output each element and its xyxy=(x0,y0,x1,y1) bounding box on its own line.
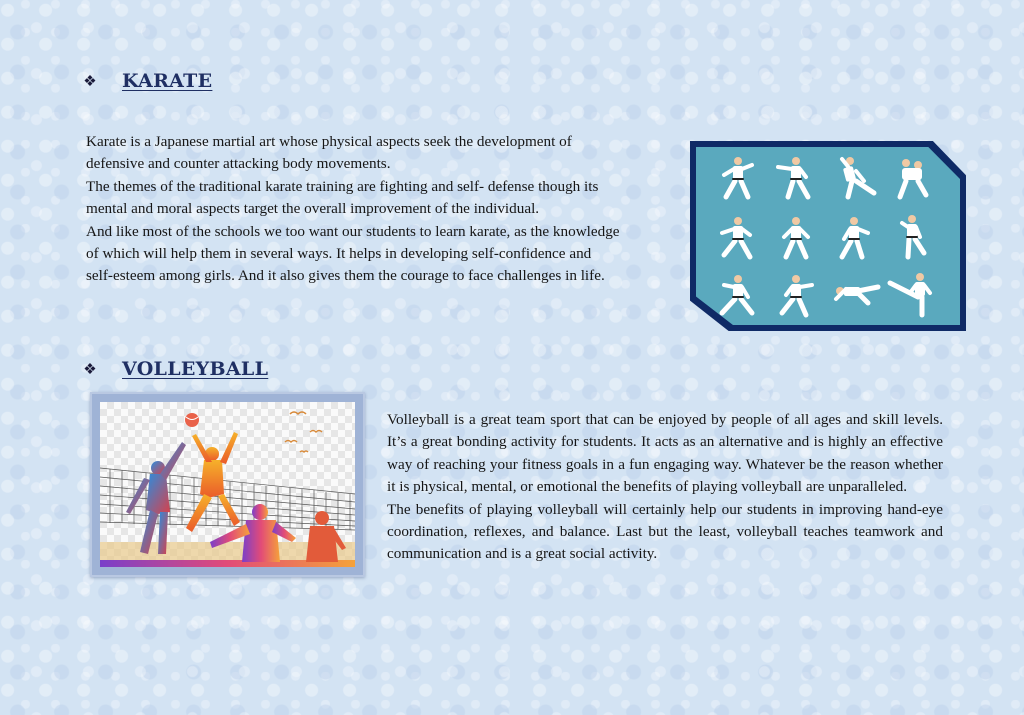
karate-image xyxy=(696,147,960,325)
karate-line: self-esteem among girls. And it also gives them the courage to face challenges in life. xyxy=(86,267,605,285)
volleyball-title: VOLLEYBALL xyxy=(122,358,269,380)
karate-figure xyxy=(784,217,808,257)
karate-figure xyxy=(782,275,812,315)
karate-description xyxy=(86,131,686,288)
karate-line: And like most of the schools we too want our students to learn karate, as the knowledge xyxy=(86,222,620,240)
volleyball-description xyxy=(387,409,943,566)
karate-figure xyxy=(722,217,750,257)
karate-image-frame xyxy=(690,141,966,331)
karate-figure xyxy=(724,157,752,197)
volleyball-image xyxy=(100,402,355,567)
karate-figure xyxy=(836,287,878,303)
karate-line: of which will help them in several ways. It helps in developing self-confidence and xyxy=(86,245,592,263)
karate-figures-illustration xyxy=(696,147,960,325)
karate-figure xyxy=(842,157,874,197)
karate-figure xyxy=(900,159,926,197)
karate-figure xyxy=(722,275,752,313)
player-figure xyxy=(126,442,186,554)
volleyball-image-frame xyxy=(90,392,365,577)
volleyball-paragraph: Volleyball is a great team sport that can be enjoyed by people of all ages and skill levels. It’s a great bonding activity for students. It acts as an alternative and is highly an effective way of reaching your fitness goals in a fun engaging way. Whatever be the reason whether it is physical, mental, or emotional the benefits of playing volleyball are unparalleled. xyxy=(387,411,943,496)
diamond-bullet-icon: ❖ xyxy=(83,73,97,90)
karate-heading xyxy=(82,70,212,92)
karate-title: KARATE xyxy=(122,70,213,92)
diamond-bullet-icon: ❖ xyxy=(83,361,97,378)
karate-line: The themes of the traditional karate training are fighting and self- defense though its xyxy=(86,177,599,195)
karate-figure xyxy=(890,273,930,315)
karate-figure xyxy=(778,157,808,197)
karate-figure xyxy=(902,215,924,257)
karate-line: defensive and counter attacking body movements. xyxy=(86,155,391,173)
karate-line: Karate is a Japanese martial art whose physical aspects seek the development of xyxy=(86,133,572,150)
volleyball-heading xyxy=(82,358,268,380)
birds xyxy=(285,412,322,452)
karate-figure xyxy=(842,217,868,257)
volleyball-paragraph: The benefits of playing volleyball will certainly help our students in improving hand-eye coordination, reflexes, and balance. Last but the least, volleyball teaches teamwork and communication and is a great social activity. xyxy=(387,500,943,563)
karate-line: mental and moral aspects target the overall improvement of the individual. xyxy=(86,200,540,218)
volleyball-players-illustration xyxy=(100,402,355,567)
